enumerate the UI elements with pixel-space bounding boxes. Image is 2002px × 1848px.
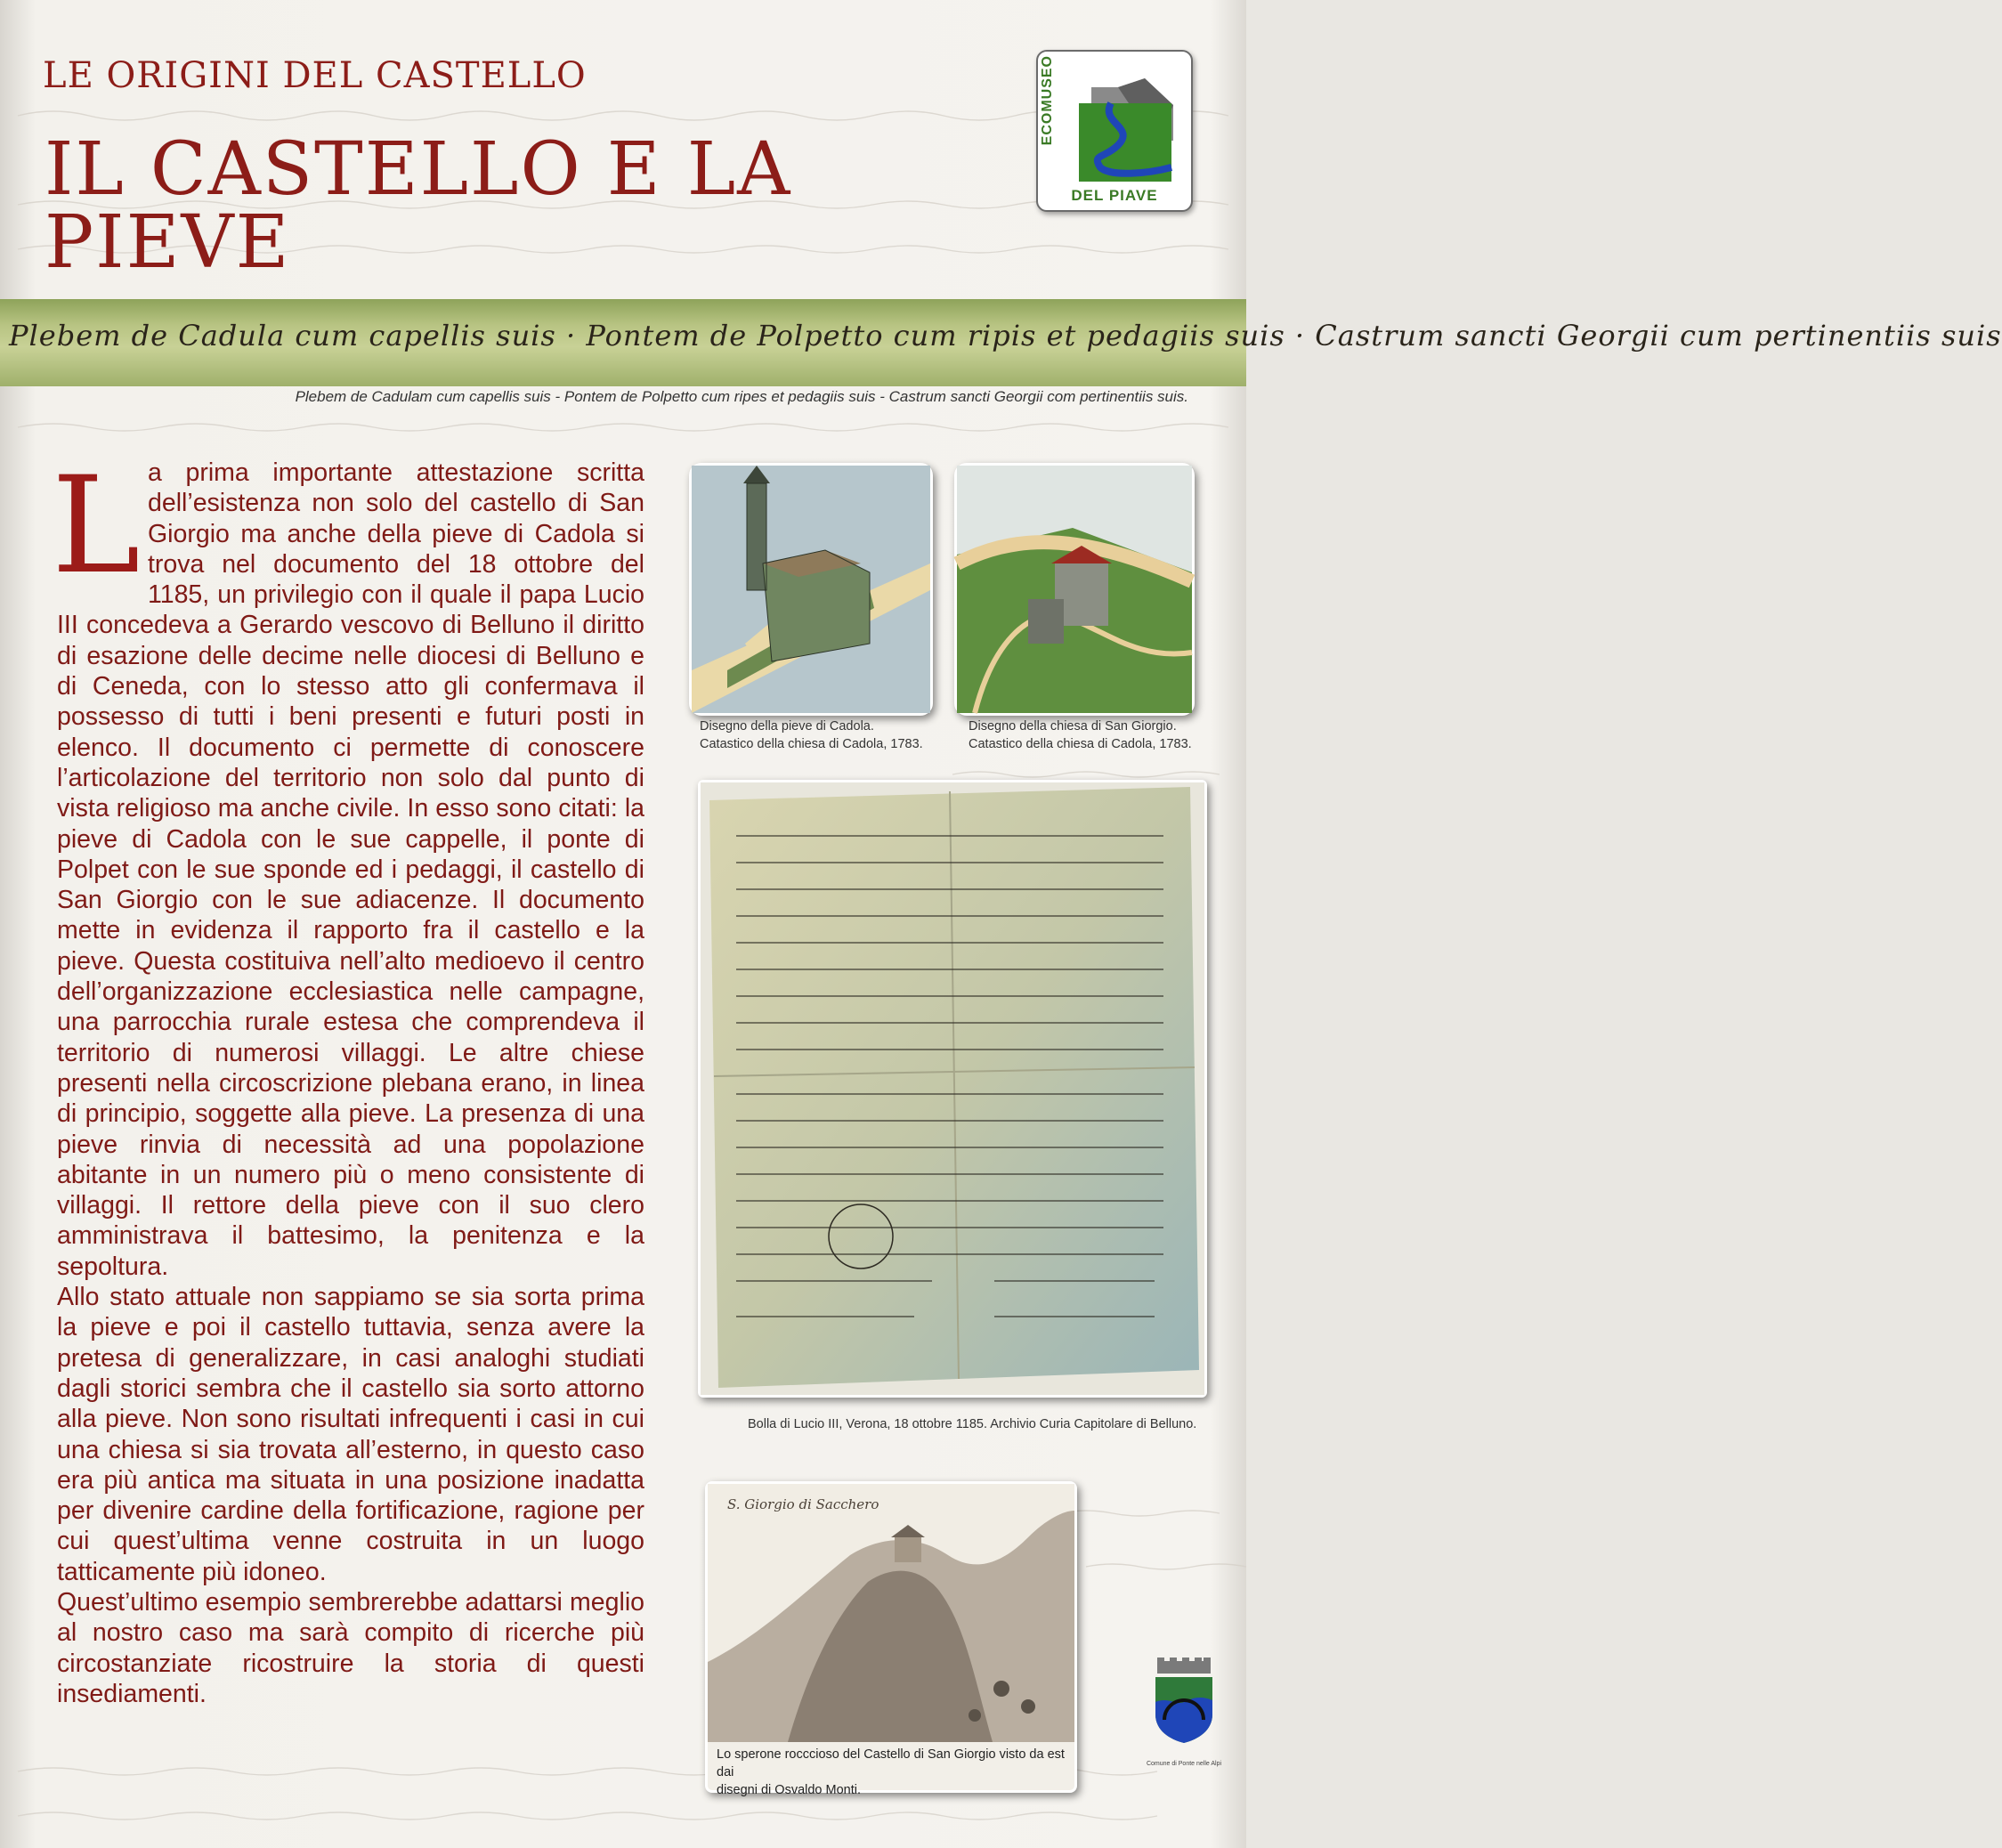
caption-line: Lo sperone rocccioso del Castello di San Giorgio visto da est dai — [717, 1747, 1065, 1779]
chiesa-caption — [969, 717, 1200, 753]
sperone-caption — [717, 1746, 1066, 1799]
page-title: IL CASTELLO E LA PIEVE — [45, 127, 792, 285]
pieve-drawing — [689, 463, 933, 716]
bolla-caption: Bolla di Lucio III, Verona, 18 ottobre 1185. Archivio Curia Capitolare di Belluno. — [748, 1417, 1197, 1431]
pieve-caption — [700, 717, 931, 753]
logo-bottom-text: DEL PIAVE — [1071, 187, 1158, 204]
caption-line: Catastico della chiesa di Cadola, 1783. — [969, 737, 1192, 751]
paragraph-text: a prima importante attestazione scritta dell’esistenza non solo del castello di San Giorgio ma anche della pieve di Cadola si trova nel documento del 18 ottobre del 1185, un privilegio con il quale il papa Lucio III concedeva a Gerardo vescovo di Belluno il diritto di esazione delle decime nelle diocesi di Belluno e di Ceneda, con lo stesso atto gli confermava il possesso di tutti i beni presenti e futuri posti in elenco. Il documento ci permette di conoscere l’articolazione del territorio non solo dal punto di vista religioso ma anche civile. In esso sono citati: la pieve di Cadola con le sue cappelle, il ponte di Polpet con le sue sponde ed i pedaggi, il castello di San Giorgio con le sue adiacenze. Il documento mette in evidenza il rapporto fra il castello e la pieve. Questa costituiva nell’alto medioevo il centro dell’organizzazione ecclesiastica nelle campagne, una parrocchia rurale estesa che comprendeva il territorio di numerosi villaggi. Le altre chiese presenti nella circoscrizione plebana erano, in linea di principio, soggette alla pieve. La presenza di una pieve rinvia di necessità ad una popolazione abitante in un numero più o meno consistente di villaggi. Il rettore della pieve con il suo clero amministrava il battesimo, la penitenza e la sepoltura. — [57, 458, 644, 1281]
drop-cap-space — [57, 458, 148, 591]
chiesa-illustration — [957, 466, 1192, 713]
ecomuseo-logo — [1036, 50, 1193, 212]
pieve-illustration — [692, 466, 930, 713]
bolla-document — [698, 780, 1207, 1398]
manuscript-strip — [0, 299, 2002, 386]
comune-label: Comune di Ponte nelle Alpi — [1146, 1761, 1222, 1767]
manuscript-script: Plebem de Cadula cum capellis suis · Pontem de Polpetto cum ripis et pedagiis suis · Castrum sancti Georgii cum pertinentiis suis — [9, 319, 2002, 353]
section-kicker: LE ORIGINI DEL CASTELLO — [43, 55, 587, 96]
sperone-illustration — [708, 1484, 1074, 1742]
paragraph: Quest’ultimo esempio sembrerebbe adattarsi meglio al nostro caso ma sarà compito di ricerche più circostanziate ricostruire la storia di questi insediamenti. — [57, 1587, 644, 1708]
paragraph — [57, 458, 644, 1282]
sperone-drawing — [705, 1481, 1077, 1797]
caption-line: Catastico della chiesa di Cadola, 1783. — [700, 737, 923, 751]
river-mountain-icon — [1056, 78, 1173, 185]
body-text — [57, 458, 644, 1709]
coat-of-arms-icon — [1150, 1661, 1218, 1743]
chiesa-drawing — [954, 463, 1195, 716]
paragraph: Allo stato attuale non sappiamo se sia sorta prima la pieve e poi il castello tuttavia, senza avere la pretesa di generalizzare, in casi analoghi studiati dagli storici sembra che il castello sia sorto attorno alla pieve. Non sono risultati infrequenti i casi in cui una chiesa si sia trovata all’esterno, in questo caso era più antica ma situata in una posizione inadatta per divenire cardine della fortificazione, ragione per cui quest’ultima venne costruita in un luogo tatticamente più idoneo. — [57, 1283, 644, 1586]
caption-line: disegni di Osvaldo Monti. — [717, 1783, 861, 1797]
caption-line: Disegno della chiesa di San Giorgio. — [969, 719, 1177, 734]
drop-cap: L — [52, 449, 141, 604]
logo-top-text: ECOMUSEO — [1040, 55, 1055, 146]
manuscript-caption: Plebem de Cadulam cum capellis suis - Pontem de Polpetto cum ripes et pedagiis suis - Castrum sancti Georgii com pertinentiis suis. — [295, 388, 1188, 405]
bolla-parchment — [701, 782, 1204, 1395]
caption-line: Disegno della pieve di Cadola. — [700, 719, 874, 734]
sperone-inscription: S. Giorgio di Sacchero — [727, 1496, 879, 1512]
